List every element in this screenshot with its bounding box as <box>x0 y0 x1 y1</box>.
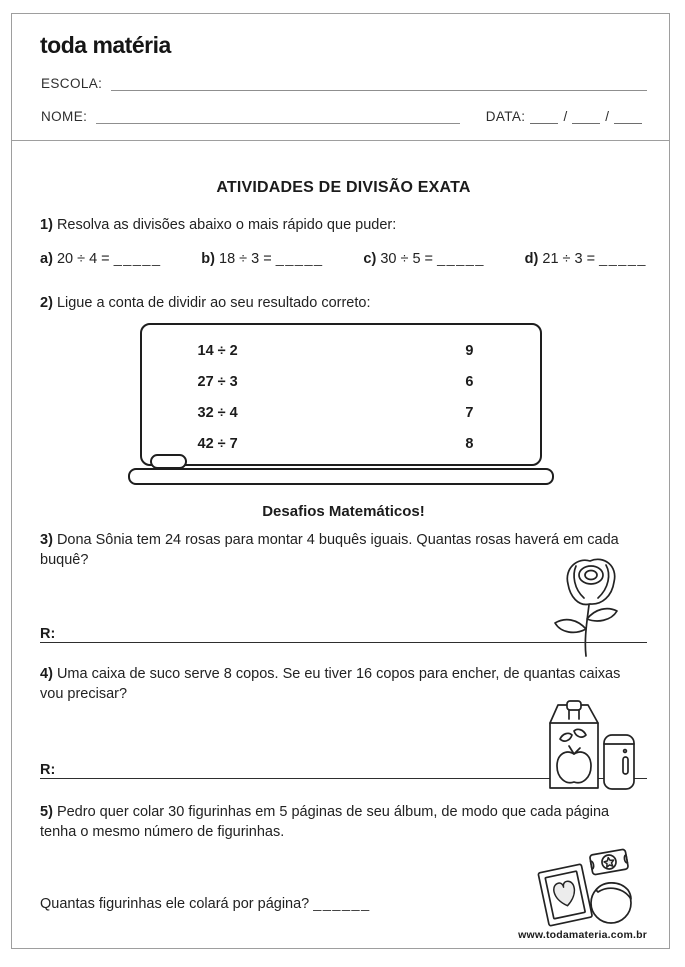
escola-blank-line <box>111 76 647 91</box>
board-expression: 14 ÷ 2 <box>197 342 238 359</box>
board-result: 6 <box>465 373 474 390</box>
question-4 <box>40 664 647 704</box>
item-label: a) <box>40 251 53 267</box>
worksheet-title: ATIVIDADES DE DIVISÃO EXATA <box>216 179 471 196</box>
board-expression: 32 ÷ 4 <box>197 404 238 421</box>
answer-blank: _____ <box>275 251 324 267</box>
nome-label: NOME: <box>41 109 88 124</box>
division-item-b <box>201 251 323 267</box>
question-1 <box>40 215 647 235</box>
item-expression: 20 ÷ 4 = <box>56 251 110 267</box>
date-separator: / <box>563 109 568 124</box>
board-expression: 42 ÷ 7 <box>197 435 238 452</box>
blackboard-illustration <box>12 323 669 485</box>
item-expression: 18 ÷ 3 = <box>219 251 272 267</box>
answer-blank: _____ <box>437 251 485 267</box>
answer-label: R: <box>40 762 56 778</box>
question-1-items <box>40 251 647 267</box>
stickers-icon <box>529 844 641 929</box>
board-result: 9 <box>465 342 474 359</box>
board-result: 7 <box>465 404 474 421</box>
question-2 <box>40 293 647 313</box>
website-url: www.todamateria.com.br <box>518 929 647 941</box>
question-3-number: 3) <box>40 532 53 548</box>
answer-line-3 <box>40 623 647 643</box>
logo: toda matéria <box>40 32 171 58</box>
escola-label: ESCOLA: <box>41 76 103 91</box>
question-3-text: Dona Sônia tem 24 rosas para montar 4 buquês iguais. Quantas rosas haverá em cada buquê? <box>40 532 619 568</box>
question-4-text: Uma caixa de suco serve 8 copos. Se eu tiver 16 copos para encher, de quantas caixas vou precisar? <box>40 666 621 702</box>
item-expression: 30 ÷ 5 = <box>380 251 434 267</box>
question-2-text: Ligue a conta de dividir ao seu resultado correto: <box>56 295 371 311</box>
answer-blank: ______ <box>313 896 371 912</box>
question-2-number: 2) <box>40 295 53 311</box>
question-4-number: 4) <box>40 666 53 682</box>
header <box>12 14 669 141</box>
question-5-final <box>40 894 647 914</box>
board-row <box>198 397 474 428</box>
item-label: b) <box>201 251 215 267</box>
item-expression: 21 ÷ 3 = <box>542 251 596 267</box>
date-month-blank <box>572 109 600 124</box>
nome-blank-line <box>96 109 459 124</box>
board-expression: 27 ÷ 3 <box>197 373 238 390</box>
escola-row <box>41 76 647 91</box>
board-result: 8 <box>465 435 474 452</box>
challenges-title: Desafios Matemáticos! <box>262 503 425 520</box>
question-5-final-text: Quantas figurinhas ele colará por página? <box>40 896 310 912</box>
answer-label: R: <box>40 626 56 642</box>
date-separator: / <box>605 109 609 124</box>
question-5-text: Pedro quer colar 30 figurinhas em 5 páginas de seu álbum, de modo que cada página tenha o mesmo número de figurinhas. <box>40 804 610 840</box>
juice-box-icon <box>530 699 642 791</box>
chalk-tray <box>128 468 554 485</box>
answer-blank: _____ <box>599 251 647 267</box>
nome-row <box>41 109 647 124</box>
question-5 <box>40 802 647 842</box>
board-row <box>198 428 474 459</box>
answer-blank: _____ <box>113 251 162 267</box>
date-year-blank <box>614 109 642 124</box>
worksheet-content <box>12 141 669 948</box>
question-5-number: 5) <box>40 804 53 820</box>
board-row <box>198 335 474 366</box>
item-label: d) <box>524 251 539 267</box>
date-day-blank <box>530 109 558 124</box>
division-item-c <box>363 251 485 267</box>
board-row <box>198 366 474 397</box>
page-frame <box>11 13 670 949</box>
data-label: DATA: <box>485 109 526 124</box>
item-label: c) <box>363 251 377 267</box>
question-1-number: 1) <box>40 217 53 233</box>
eraser-icon <box>150 454 187 469</box>
question-1-text: Resolva as divisões abaixo o mais rápido que puder: <box>56 217 397 233</box>
division-item-d <box>525 251 647 267</box>
division-item-a <box>40 251 162 267</box>
blackboard <box>140 323 542 466</box>
